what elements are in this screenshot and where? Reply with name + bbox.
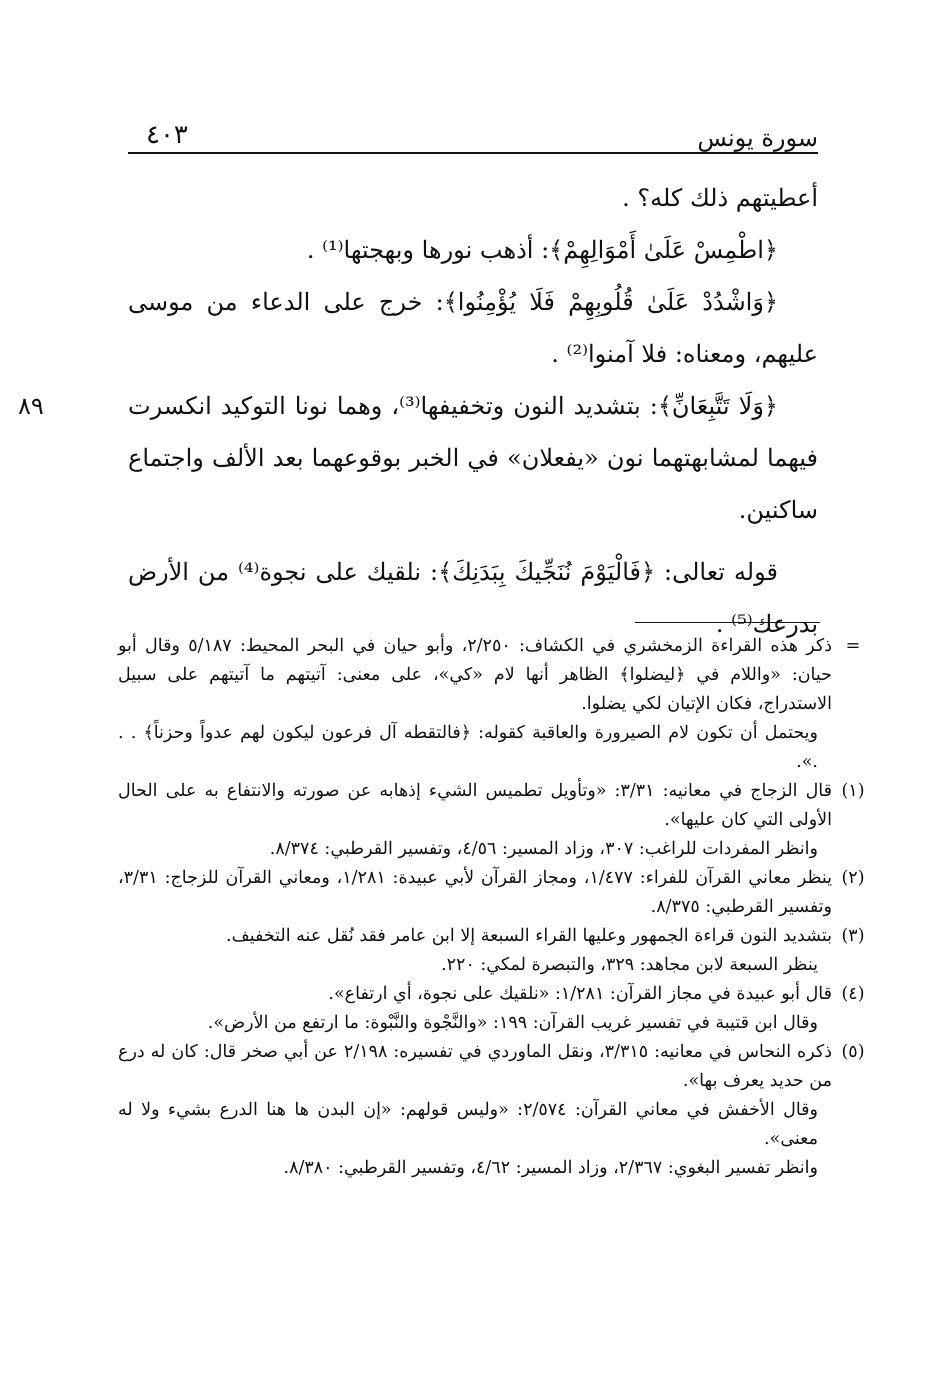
footnote-4 — [118, 980, 870, 1038]
footnote-marker: (٣) — [841, 926, 865, 946]
page-number: ٤٠٣ — [146, 120, 188, 150]
footnote-separator — [635, 622, 820, 623]
footnote-3 — [118, 922, 870, 980]
paragraph-5: قوله تعالى: ﴿فَالْيَوْمَ نُنَجِّيكَ بِبَدَنِكَ﴾: نلقيك على نجوة⁽⁴⁾ من الأرض بدرعك⁽⁵⁾ . — [128, 558, 818, 638]
footnote-line: وانظر المفردات للراغب: ٣٠٧، وزاد المسير: ٤/٥٦، وتفسير القرطبي: ٨/٣٧٤. — [269, 839, 818, 859]
footnote-5 — [118, 1038, 870, 1183]
footnotes — [118, 632, 870, 1183]
footnote-line: وقال الأخفش في معاني القرآن: ٢/٥٧٤: «وليس قولهم: «إن البدن ها هنا الدرع بشيء ولا له معنى». — [118, 1100, 818, 1149]
footnote-marker: (٥) — [841, 1042, 865, 1062]
footnote-line: ذكره النحاس في معانيه: ٣/٣١٥، ونقل الماوردي في تفسيره: ٢/١٩٨ عن أبي صخر قال: كان له درع من حديد يعرف بها». — [118, 1042, 832, 1091]
footnote-1 — [118, 777, 870, 864]
footnote-line: بتشديد النون قراءة الجمهور وعليها القراء السبعة إلا ابن عامر فقد نُقل عنه التخفيف. — [226, 926, 832, 946]
footnote-2 — [118, 864, 870, 922]
verse-number: ٨٩ — [18, 392, 44, 420]
running-title: سورة يونس — [697, 124, 818, 152]
footnote-continuation — [118, 632, 870, 777]
footnote-marker: (٤) — [841, 984, 865, 1004]
paragraph-2: ﴿اطْمِسْ عَلَىٰ أَمْوَالِهِمْ﴾: أذهب نورها وبهجتها⁽¹⁾ . — [306, 236, 778, 264]
footnote-marker: (١) — [841, 781, 865, 801]
footnote-line: ينظر معاني القرآن للفراء: ١/٤٧٧، ومجاز القرآن لأبي عبيدة: ١/٢٨١، ومعاني القرآن للزجاج: ٣/٣١، وتفسير القرطبي: ٨/٣٧٥. — [118, 868, 832, 917]
main-text — [18, 172, 818, 650]
footnote-line: وانظر تفسير البغوي: ٢/٣٦٧، وزاد المسير: ٤/٦٢، وتفسير القرطبي: ٨/٣٨٠. — [283, 1158, 818, 1178]
footnote-line: ويحتمل أن تكون لام الصيرورة والعاقبة كقوله: ﴿فالتقطه آل فرعون ليكون لهم عدواً وحزناً﴾ . . .». — [118, 723, 818, 772]
footnote-line: وقال ابن قتيبة في تفسير غريب القرآن: ١٩٩: «والنَّجْوة والنَّبْوة: ما ارتفع من الأرض». — [207, 1013, 818, 1033]
footnote-marker: (٢) — [841, 868, 865, 888]
footnote-continuation-marker: = — [845, 636, 861, 656]
verse-89-block — [18, 380, 818, 536]
footnote-line: قال أبو عبيدة في مجاز القرآن: ١/٢٨١: «نلقيك على نجوة، أي ارتفاع». — [328, 984, 832, 1004]
footnote-line: قال الزجاج في معانيه: ٣/٣١: «وتأويل تطميس الشيء إذهابه عن صورته والانتفاع به على الحال الأولى التي كان عليها». — [118, 781, 832, 830]
paragraph-1: أعطيتهم ذلك كله؟ . — [622, 184, 818, 212]
paragraph-3: ﴿وَاشْدُدْ عَلَىٰ قُلُوبِهِمْ فَلَا يُؤْمِنُوا﴾: خرج على الدعاء من موسى عليهم، ومعناه: فلا آمنوا⁽²⁾ . — [128, 288, 818, 368]
paragraph-4: ﴿وَلَا تَتَّبِعَانِّ﴾: بتشديد النون وتخفيفها⁽³⁾، وهما نونا التوكيد انكسرت فيهما لمشابهتهما نون «يفعلان» في الخبر بوقوعهما بعد الألف واجتماع ساكنين. — [128, 392, 818, 524]
footnote-line: ينظر السبعة لابن مجاهد: ٣٢٩، والتبصرة لمكي: ٢٢٠. — [441, 955, 818, 975]
footnote-line: ذكر هذه القراءة الزمخشري في الكشاف: ٢/٢٥٠، وأبو حيان في البحر المحيط: ٥/١٨٧ وقال أبو حيان: «واللام في ﴿ليضلوا﴾ الظاهر أنها لام «كي»، على معنى: آتيتهم ما آتيتهم على سبيل الاستدراج، فكان الإتيان لكي يضلوا. — [118, 636, 833, 714]
page-header — [128, 118, 818, 154]
